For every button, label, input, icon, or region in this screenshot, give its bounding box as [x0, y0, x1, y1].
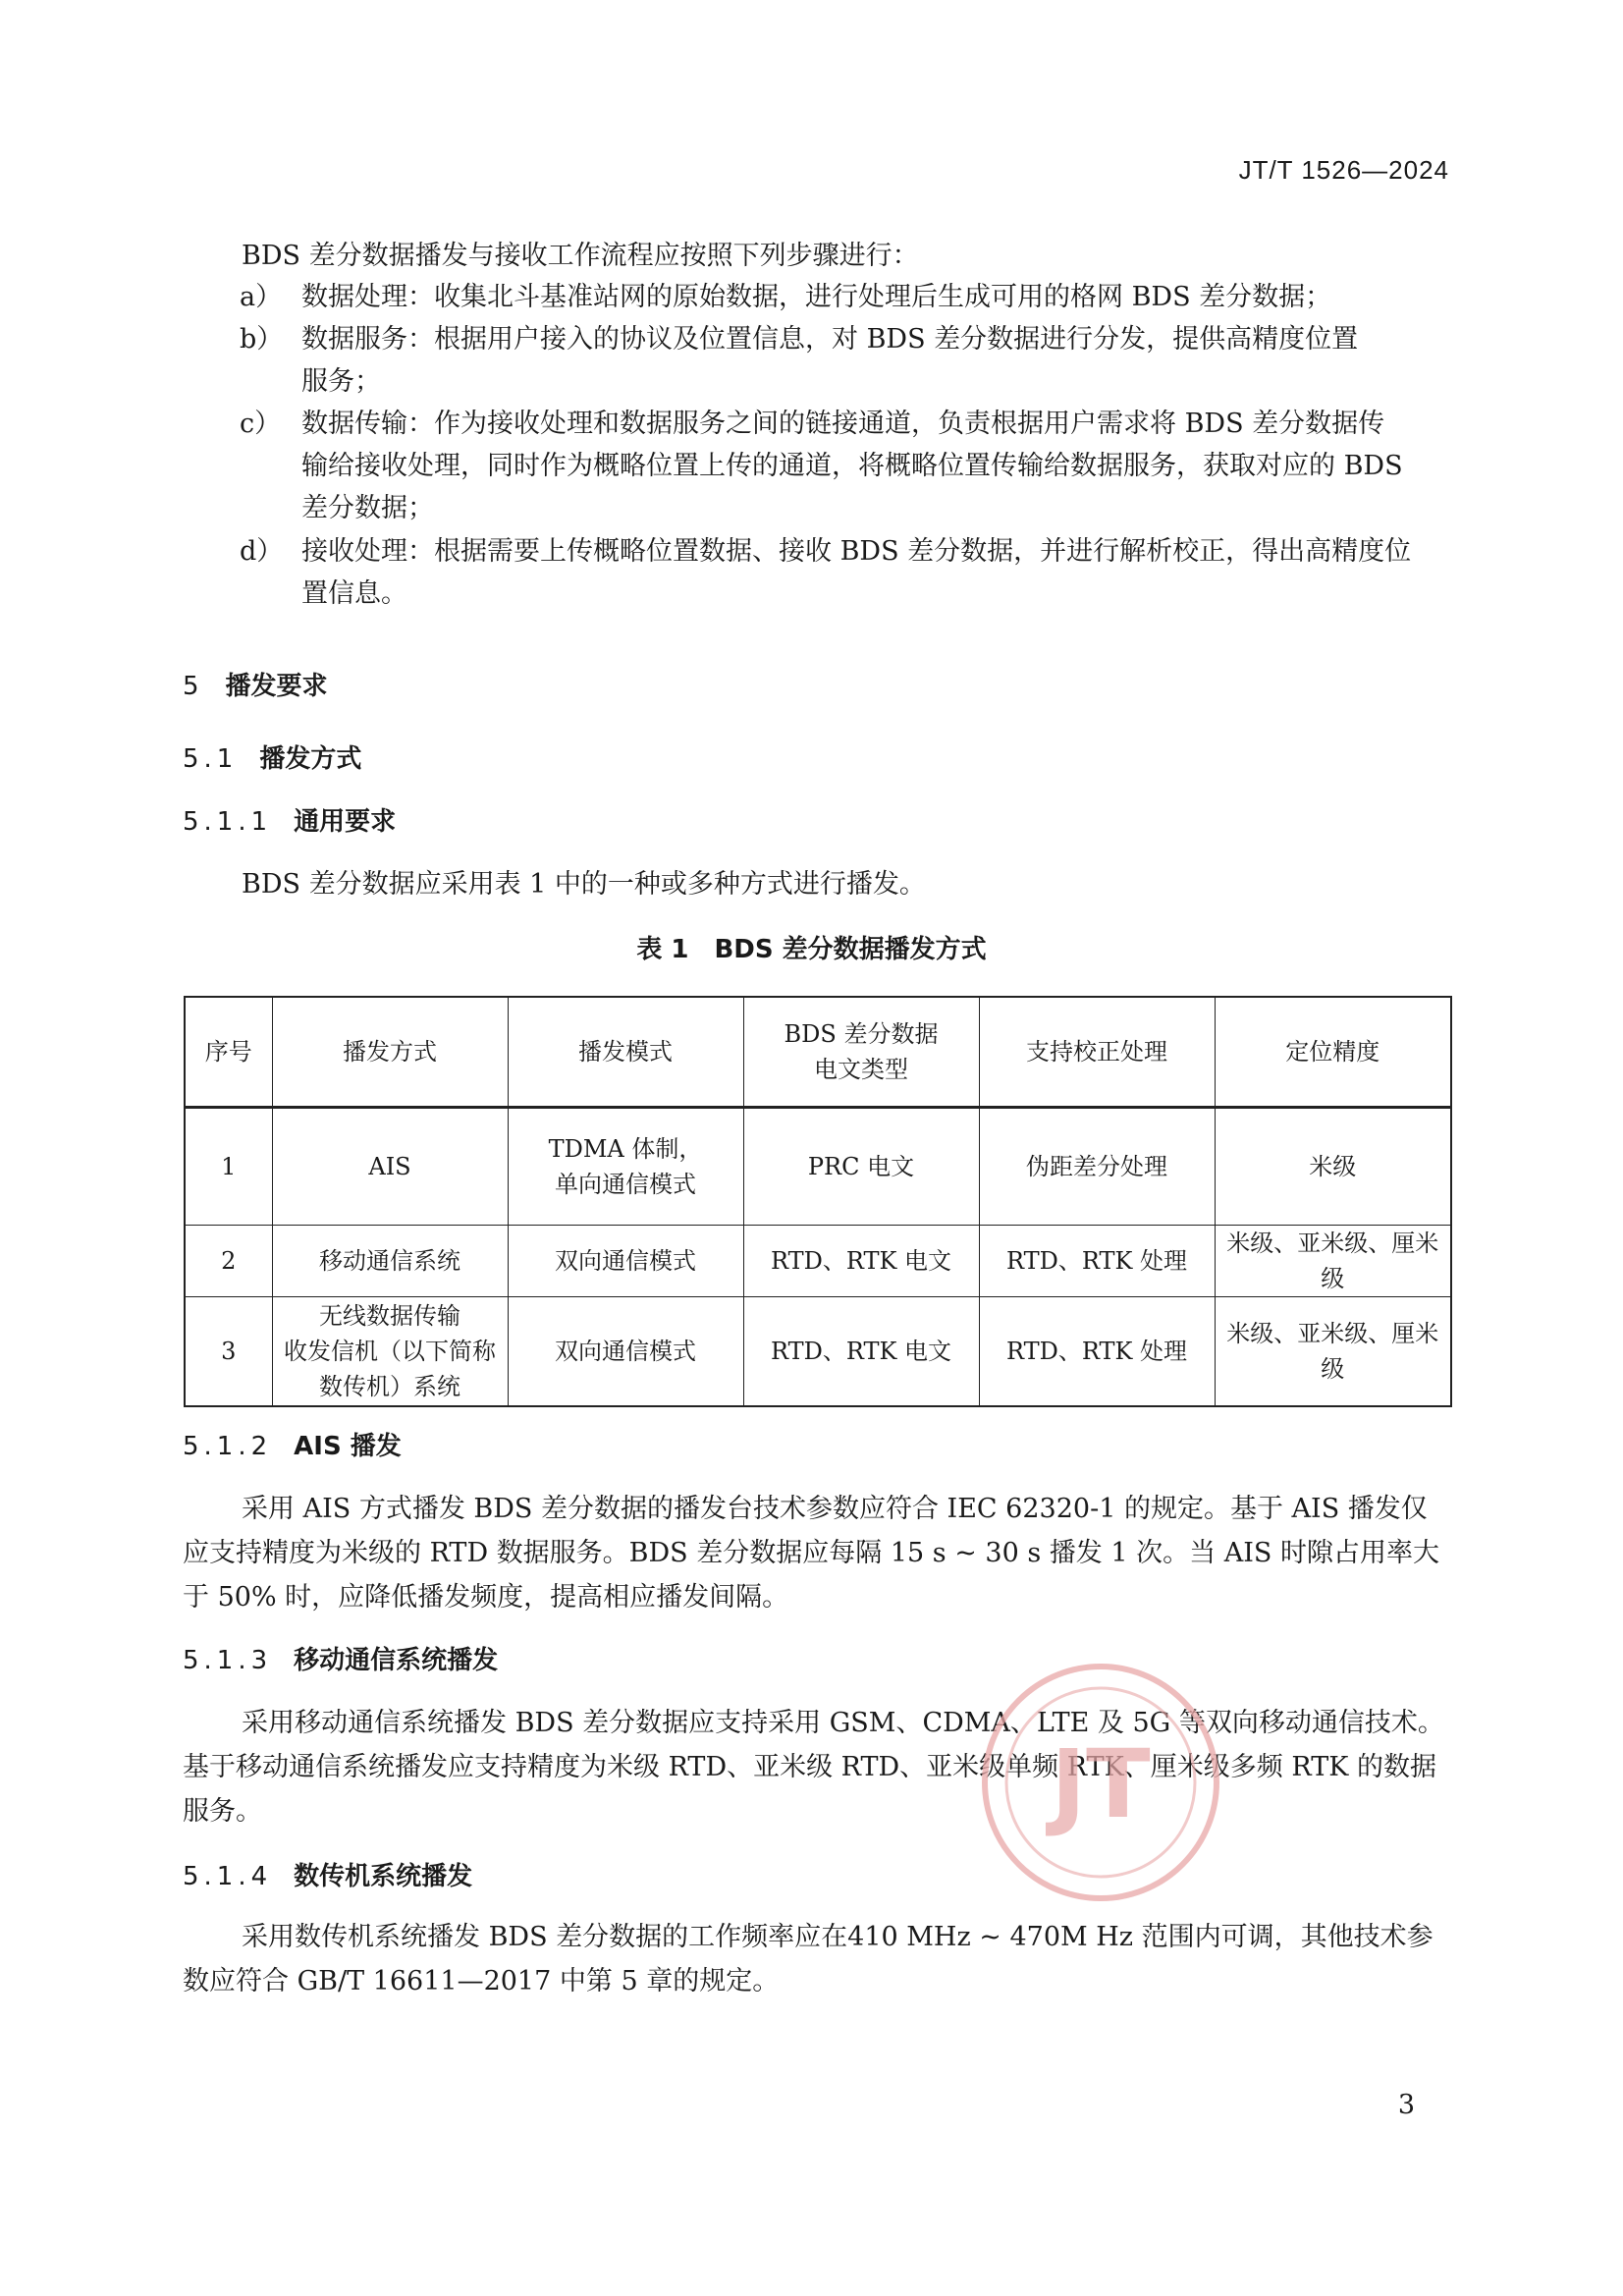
step-text-line: 数据处理：收集北斗基准站网的原始数据，进行处理后生成可用的格网 BDS 差分数据；: [301, 282, 1332, 312]
cell-line: 米级: [1309, 1152, 1357, 1180]
cell-line: 1: [221, 1152, 237, 1180]
step-text-line: 数据传输：作为接收处理和数据服务之间的链接通道，负责根据用户需求将 BDS 差分数据传: [301, 409, 1385, 439]
paragraph-line: 采用 AIS 方式播发 BDS 差分数据的播发台技术参数应符合 IEC 62320-1 的规定。基于 AIS 播发仅: [242, 1494, 1428, 1524]
cell-line: 无线数据传输: [319, 1301, 460, 1330]
section-5-1-1-heading: [183, 801, 396, 838]
section-number: 5.1.4: [183, 1862, 273, 1891]
section-title: 播发方式: [259, 744, 362, 774]
cell-line: 2: [221, 1246, 237, 1275]
cell-line: RTD、RTK 处理: [1005, 1246, 1188, 1275]
cell-line: 米级、亚米级、厘米级: [1226, 1319, 1439, 1383]
table-cell: [508, 1296, 743, 1406]
cell-line: 米级、亚米级、厘米级: [1226, 1229, 1439, 1292]
cell-line: 双向通信模式: [555, 1246, 696, 1275]
step-text-line: 输给接收处理，同时作为概略位置上传的通道，将概略位置传输给数据服务，获取对应的 BDS: [301, 451, 1403, 481]
table-header-cell: 序号: [185, 997, 272, 1107]
section-title: 数传机系统播发: [294, 1862, 473, 1891]
cell-line: 3: [221, 1337, 237, 1365]
cell-line: 数传机）系统: [319, 1372, 460, 1400]
step-text-line: 服务；: [301, 366, 381, 397]
cell-line: PRC 电文: [807, 1152, 915, 1180]
step-label: a）: [240, 282, 283, 312]
paragraph-line: 数应符合 GB/T 16611—2017 中第 5 章的规定。: [183, 1966, 780, 1996]
section-5-1-2-heading: [183, 1426, 402, 1462]
table-header-cell: 播发模式: [508, 997, 743, 1107]
paragraph-line: 于 50% 时，应降低播发频度，提高相应播发间隔。: [183, 1582, 789, 1613]
step-text: [301, 530, 1450, 615]
cell-line: 双向通信模式: [555, 1337, 696, 1365]
step-text-line: 差分数据；: [301, 493, 434, 523]
cell-line: RTD、RTK 处理: [1005, 1337, 1188, 1365]
table-header-cell: 播发方式: [272, 997, 508, 1107]
table-cell: [185, 1107, 272, 1225]
cell-line: TDMA 体制，: [548, 1134, 703, 1163]
table-cell: [743, 1107, 979, 1225]
ais-paragraph: [183, 1487, 1439, 1619]
table-cell: [272, 1225, 508, 1296]
cell-line: 伪距差分处理: [1026, 1152, 1167, 1180]
section-number: 5.1.2: [183, 1432, 273, 1461]
table-cell: [185, 1296, 272, 1406]
table-cell: [1215, 1107, 1451, 1225]
header-line: BDS 差分数据: [784, 1019, 939, 1048]
table-cell: [272, 1296, 508, 1406]
cell-line: RTD、RTK 电文: [770, 1246, 952, 1275]
section-number: 5.1.3: [183, 1646, 273, 1675]
svg-text:JT: JT: [1051, 1729, 1151, 1839]
step-text: [301, 276, 1450, 318]
paragraph-line: 应支持精度为米级的 RTD 数据服务。BDS 差分数据应每隔 15 s ~ 30 s 播发 1 次。当 AIS 时隙占用率大: [183, 1538, 1439, 1568]
table-row: [185, 1225, 1451, 1296]
table-header-cell: 支持校正处理: [979, 997, 1215, 1107]
table-cell: [743, 1296, 979, 1406]
section-5-1-3-heading: [183, 1640, 498, 1676]
table-row: [185, 1296, 1451, 1406]
step-text-line: 数据服务：根据用户接入的协议及位置信息，对 BDS 差分数据进行分发，提供高精度位置: [301, 324, 1359, 355]
table-cell: [979, 1225, 1215, 1296]
section-title: AIS 播发: [294, 1432, 402, 1461]
page-number: 3: [1397, 2090, 1415, 2120]
paragraph-line: 采用移动通信系统播发 BDS 差分数据应支持采用 GSM、CDMA、LTE 及 5G 等双向移动通信技术。: [242, 1708, 1444, 1738]
step-text: [301, 403, 1450, 529]
cell-line: 单向通信模式: [555, 1170, 696, 1198]
table-cell: [1215, 1296, 1451, 1406]
table-header-row: [185, 997, 1451, 1107]
document-id: JT/T 1526—2024: [1238, 155, 1449, 185]
table-cell: [743, 1225, 979, 1296]
cell-line: RTD、RTK 电文: [770, 1337, 952, 1365]
section-title: 播发要求: [225, 672, 328, 701]
table-cell: [185, 1225, 272, 1296]
paragraph-line: 服务。: [183, 1796, 262, 1827]
table-row: [185, 1107, 1451, 1225]
mobile-comm-paragraph: [183, 1701, 1444, 1833]
step-label: b）: [240, 324, 284, 355]
section-title: 移动通信系统播发: [294, 1646, 499, 1675]
cell-line: AIS: [368, 1152, 411, 1180]
step-text: [301, 318, 1450, 403]
step-text-line: 接收处理：根据需要上传概略位置数据、接收 BDS 差分数据，并进行解析校正，得出高精度位: [301, 536, 1412, 567]
table-header-cell: [743, 997, 979, 1107]
broadcast-methods-table: [184, 996, 1452, 1407]
section-number: 5.1: [183, 744, 239, 774]
paragraph-line: 基于移动通信系统播发应支持精度为米级 RTD、亚米级 RTD、亚米级单频 RTK、厘米级多频 RTK 的数据: [183, 1752, 1437, 1782]
section-5-heading: [183, 666, 328, 702]
step-label: d）: [240, 536, 284, 567]
step-label: c）: [240, 409, 282, 439]
table-cell: [272, 1107, 508, 1225]
step-text-line: 置信息。: [301, 578, 407, 609]
cell-line: 收发信机（以下简称: [284, 1337, 496, 1365]
general-requirement-paragraph: BDS 差分数据应采用表 1 中的一种或多种方式进行播发。: [242, 869, 926, 900]
jt-watermark-stamp-icon: [978, 1660, 1223, 1905]
table-cell: [979, 1107, 1215, 1225]
table-caption: 表 1 BDS 差分数据播发方式: [636, 935, 987, 964]
section-5-1-4-heading: [183, 1856, 472, 1892]
table-cell: [508, 1107, 743, 1225]
header-line: 电文类型: [814, 1055, 908, 1083]
section-number: 5.1.1: [183, 807, 273, 837]
section-number: 5: [183, 672, 204, 701]
radio-modem-paragraph: [183, 1915, 1434, 2003]
cell-line: 移动通信系统: [319, 1246, 460, 1275]
table-cell: [508, 1225, 743, 1296]
table-cell: [1215, 1225, 1451, 1296]
intro-paragraph: BDS 差分数据播发与接收工作流程应按照下列步骤进行：: [242, 241, 919, 271]
section-5-1-heading: [183, 738, 361, 775]
paragraph-line: 采用数传机系统播发 BDS 差分数据的工作频率应在410 MHz ~ 470M Hz 范围内可调，其他技术参: [242, 1922, 1434, 1952]
table-header-cell: 定位精度: [1215, 997, 1451, 1107]
table-cell: [979, 1296, 1215, 1406]
section-title: 通用要求: [294, 807, 397, 837]
